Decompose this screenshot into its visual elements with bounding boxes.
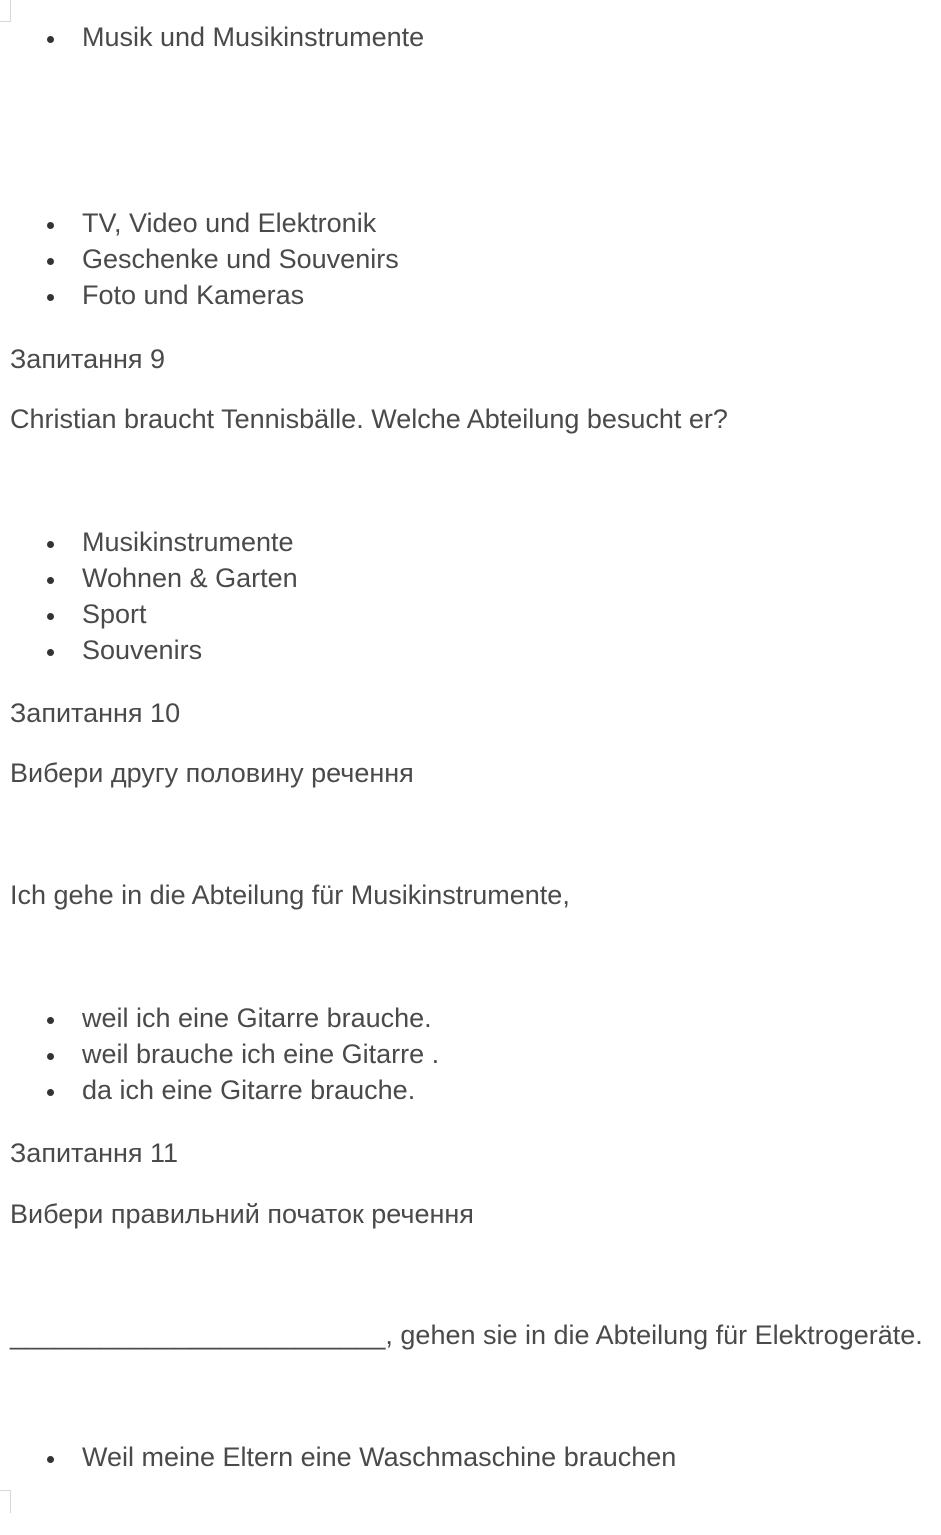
option-item[interactable]: Sport [0,596,298,632]
options-list-previous [0,205,399,313]
page-edge-bottom [0,1490,11,1513]
question-10-prompt: Вибери другу половину речення [10,758,414,788]
option-item[interactable]: Weil meine Eltern eine Waschmaschine brauchen [0,1439,676,1475]
option-item[interactable]: weil ich eine Gitarre brauche. [0,1000,439,1036]
option-item[interactable]: da ich eine Gitarre brauche. [0,1072,439,1108]
option-item[interactable]: Musikinstrumente [0,524,298,560]
option-item[interactable]: Wohnen & Garten [0,560,298,596]
option-item[interactable]: Souvenirs [0,632,298,668]
question-10-sentence: Ich gehe in die Abteilung für Musikinstrumente, [10,880,570,910]
option-item[interactable]: Foto und Kameras [0,277,399,313]
question-9-prompt: Christian braucht Tennisbälle. Welche Abteilung besucht er? [10,404,728,434]
option-item[interactable]: Musik und Musikinstrumente [0,19,424,55]
question-11-heading: Запитання 11 [10,1138,179,1168]
option-item[interactable]: Geschenke und Souvenirs [0,241,399,277]
question-9-heading: Запитання 9 [10,344,166,374]
question-10-options [0,1000,439,1108]
question-10-heading: Запитання 10 [10,698,181,728]
question-11-options [0,1439,676,1475]
question-11-sentence: _________________________, gehen sie in die Abteilung für Elektrogeräte. [10,1320,923,1350]
question-9-options [0,524,298,668]
option-item[interactable]: weil brauche ich eine Gitarre . [0,1036,439,1072]
option-item[interactable]: TV, Video und Elektronik [0,205,399,241]
question-11-prompt: Вибери правильний початок речення [10,1199,474,1229]
options-list-top [0,19,424,55]
